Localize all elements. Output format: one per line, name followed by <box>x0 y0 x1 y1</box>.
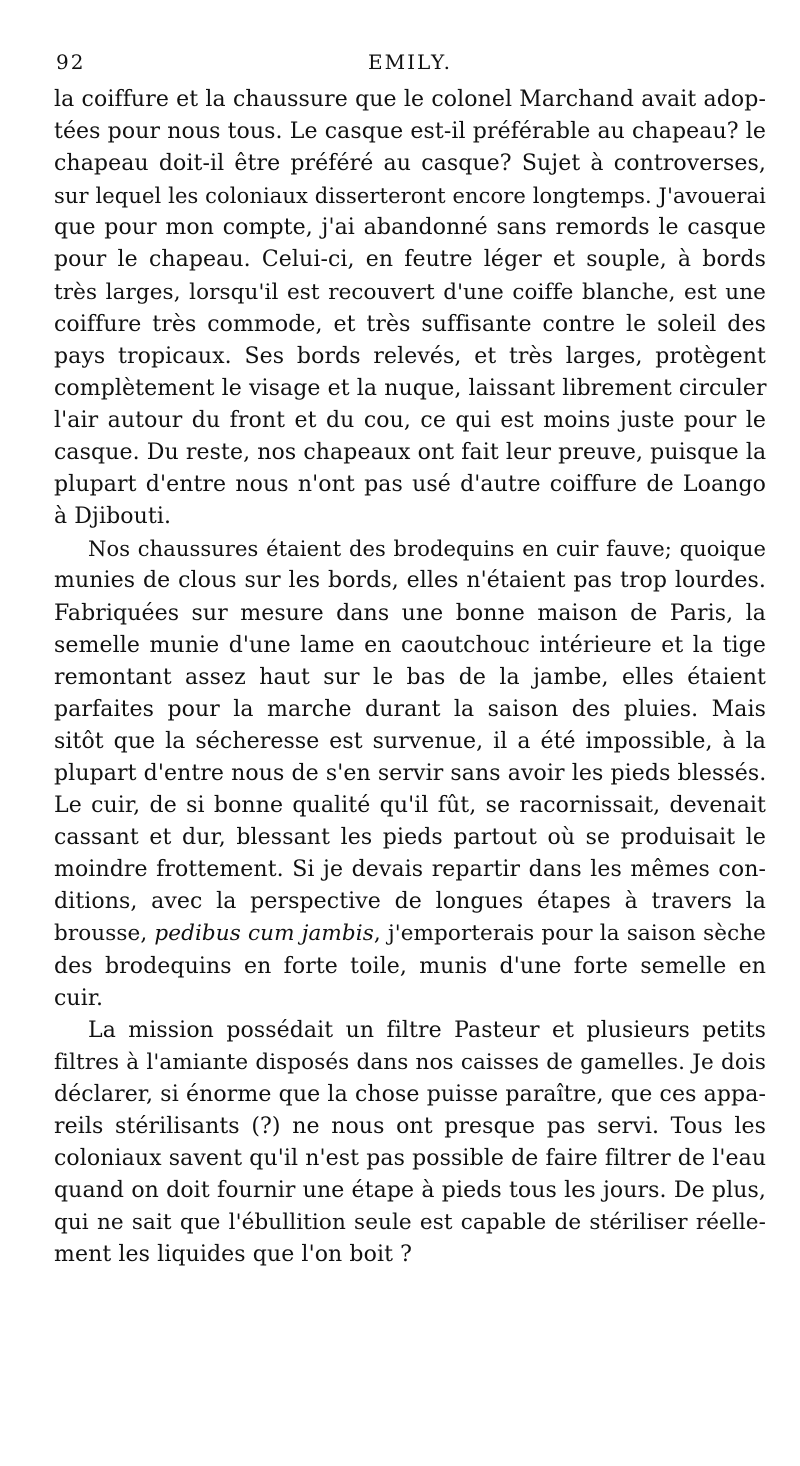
text-line: munies de clous sur les bords, elles n'étaient pas trop lourdes. <box>54 568 766 594</box>
text-line: chapeau doit-il être préféré au casque? Sujet à controverses, <box>54 151 766 177</box>
text-line: très larges, lorsqu'il est recouvert d'une coiffe blanche, est une <box>54 279 766 305</box>
text-line: cassant et dur, blessant les pieds partout où se produisait le <box>54 825 766 851</box>
text-line: sitôt que la sécheresse est survenue, il a été impossible, à la <box>54 728 766 754</box>
text-line: des brodequins en forte toile, munis d'une forte semelle en <box>54 953 766 979</box>
text-line: parfaites pour la marche durant la saison des pluies. Mais <box>54 696 766 722</box>
text-line: Nos chaussures étaient des brodequins en cuir fauve; quoique <box>88 537 766 562</box>
text-line: que pour mon compte, j'ai abandonné sans remords le casque <box>54 215 766 241</box>
text-line-italic <box>54 918 766 950</box>
body-text <box>54 84 766 1271</box>
text-line: ment les liquides que l'on boit ? <box>54 1242 413 1268</box>
book-page <box>54 44 766 1271</box>
paragraph-3 <box>54 1015 766 1272</box>
text-line: pour le chapeau. Celui-ci, en feutre léger et souple, à bords <box>54 247 766 273</box>
text-line: Le cuir, de si bonne qualité qu'il fût, se racornissait, devenait <box>54 793 766 819</box>
latin-phrase: pedibus cum jambis <box>154 921 374 947</box>
text-line: complètement le visage et la nuque, laissant librement circuler <box>54 375 767 401</box>
text-line: coiffure très commode, et très suffisante contre le soleil des <box>54 311 766 337</box>
text-line: sur lequel les coloniaux disserteront encore longtemps. J'avouerai <box>54 184 766 209</box>
text-fragment: , j'emporterais pour la saison sèche <box>373 921 766 947</box>
text-line: qui ne sait que l'ébullition seule est capable de stériliser réelle- <box>54 1210 766 1236</box>
paragraph-1 <box>54 84 766 533</box>
text-line: ditions, avec la perspective de longues étapes à travers la <box>54 889 766 915</box>
page-number: 92 <box>56 50 86 74</box>
text-line: tées pour nous tous. Le casque est-il préférable au chapeau? le <box>54 119 766 145</box>
text-line: à Djibouti. <box>54 504 172 530</box>
text-line: quand on doit fournir une étape à pieds tous les jours. De plus, <box>54 1178 766 1204</box>
text-line: la coiffure et la chaussure que le colonel Marchand avait adop- <box>54 87 766 112</box>
text-line: plupart d'entre nous n'ont pas usé d'autre coiffure de Loango <box>54 472 766 498</box>
text-line: reils stérilisants (?) ne nous ont presque pas servi. Tous les <box>54 1114 766 1139</box>
text-line: pays tropicaux. Ses bords relevés, et très larges, protègent <box>54 343 766 369</box>
text-line: casque. Du reste, nos chapeaux ont fait leur preuve, puisque la <box>54 440 767 466</box>
text-line: l'air autour du front et du cou, ce qui est moins juste pour le <box>54 407 766 433</box>
text-fragment: brousse, <box>54 921 155 947</box>
running-head <box>54 44 766 84</box>
text-line: semelle munie d'une lame en caoutchouc intérieure et la tige <box>54 632 766 658</box>
text-line: La mission possédait un filtre Pasteur et plusieurs petits <box>88 1017 766 1043</box>
text-line: Fabriquées sur mesure dans une bonne maison de Paris, la <box>54 600 766 626</box>
text-line: remontant assez haut sur le bas de la jambe, elles étaient <box>54 664 766 690</box>
text-line: cuir. <box>54 985 104 1011</box>
text-line: plupart d'entre nous de s'en servir sans avoir les pieds blessés. <box>54 760 767 786</box>
paragraph-2 <box>54 533 766 1014</box>
text-line: coloniaux savent qu'il n'est pas possible de faire filtrer de l'eau <box>54 1146 767 1172</box>
text-line: déclarer, si énorme que la chose puisse paraître, que ces appa- <box>54 1081 766 1107</box>
text-line: filtres à l'amiante disposés dans nos caisses de gamelles. Je dois <box>54 1049 766 1075</box>
text-line: moindre frottement. Si je devais repartir dans les mêmes con- <box>54 857 766 883</box>
running-title: EMILY. <box>368 50 452 74</box>
